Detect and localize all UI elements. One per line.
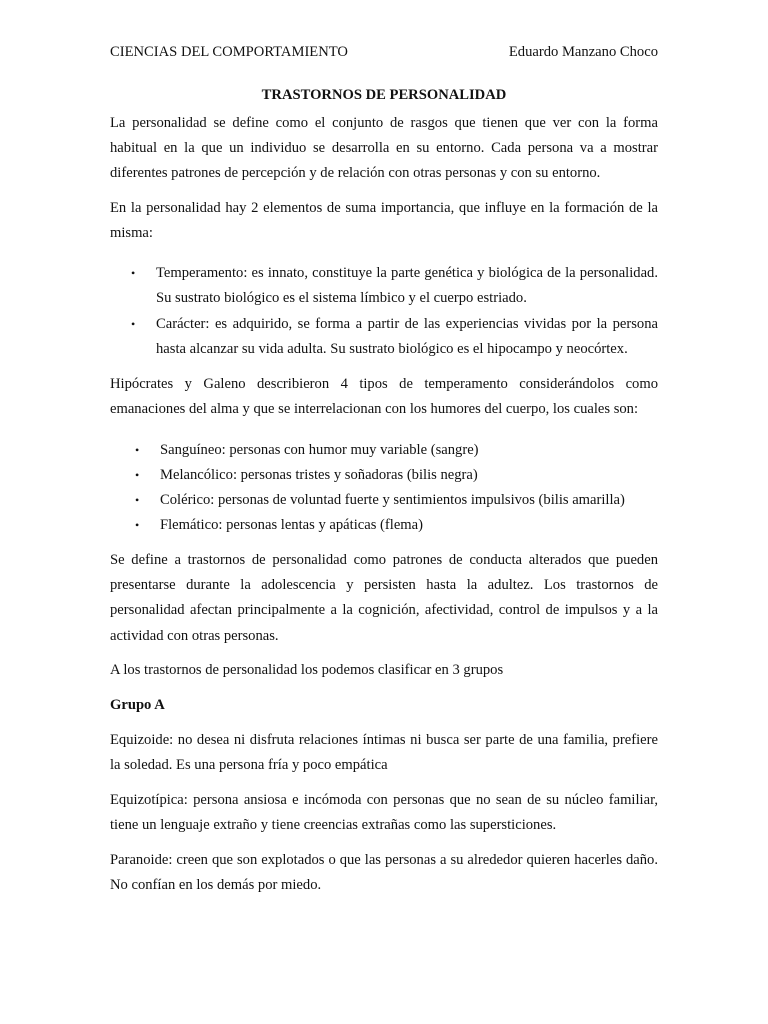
humors-list [110,432,658,539]
paragraph-groups-intro: A los trastornos de personalidad los podemos clasificar en 3 grupos [110,662,504,679]
bullet-icon: • [131,266,136,281]
paragraph-intro: La personalidad se define como el conjunto de rasgos que tienen que ver con la forma habitual en la que un individuo se desarrolla en su entorno. Cada persona va a mostrar diferentes patrones de percepción y de relación con otras personas y con su entorno. [110,115,658,182]
bullet-icon: • [135,467,140,482]
paragraph-schizotypal: Equizotípica: persona ansiosa e incómoda con personas que no sean de su núcleo familiar, tiene un lenguaje extraño y tiene creencias extrañas como las supersticiones. [110,792,658,834]
paragraph-elements: En la personalidad hay 2 elementos de suma importancia, que influye en la formación de la misma: [110,200,658,242]
bullet-icon: • [135,493,140,508]
list-item-text: Temperamento: es innato, constituye la parte genética y biológica de la personalidad. Su sustrato biológico es el sistema límbico y el cuerpo estriado. [156,265,658,307]
bullet-icon: • [135,442,140,457]
page-header [110,43,658,61]
list-item [110,438,658,463]
list-item [110,463,658,488]
list-item [110,312,658,362]
paragraph-schizoid: Equizoide: no desea ni disfruta relaciones íntimas ni busca ser parte de una familia, prefiere la soledad. Es una persona fría y poco empática [110,732,658,774]
paragraph-paranoid: Paranoide: creen que son explotados o que las personas a su alrededor quieren hacerles daño. No confían en los demás por miedo. [110,852,658,894]
document-title: TRASTORNOS DE PERSONALIDAD [261,87,507,103]
list-item [110,488,658,513]
document-body [110,111,658,908]
list-item-text: Flemático: personas lentas y apáticas (flema) [160,517,423,534]
header-author: Eduardo Manzano Choco [508,44,658,60]
list-item-text: Colérico: personas de voluntad fuerte y sentimientos impulsivos (bilis amarilla) [160,492,625,509]
paragraph-definition: Se define a trastornos de personalidad como patrones de conducta alterados que pueden presentarse durante la adolescencia y persisten hasta la adultez. Los trastornos de personalidad afectan principalmente a la cognición, afectividad, control de impulsos y a la actividad con otras personas. [110,552,658,644]
list-item-text: Sanguíneo: personas con humor muy variable (sangre) [160,441,479,458]
bullet-icon: • [135,518,140,533]
list-item-text: Carácter: es adquirido, se forma a partir de las experiencias vividas por la persona hasta alcanzar su vida adulta. Su sustrato biológico es el hipocampo y neocórtex. [156,315,658,357]
list-item [110,261,658,311]
header-course: CIENCIAS DEL COMPORTAMIENTO [110,44,348,60]
paragraph-hippocrates: Hipócrates y Galeno describieron 4 tipos de temperamento considerándolos como emanaciones del alma y que se interrelacionan con los humores del cuerpo, los cuales son: [110,375,658,417]
temperament-list [110,256,658,362]
group-a-heading: Grupo A [110,697,165,714]
list-item-text: Melancólico: personas tristes y soñadoras (bilis negra) [160,466,478,483]
bullet-icon: • [131,316,136,331]
list-item [110,513,658,538]
